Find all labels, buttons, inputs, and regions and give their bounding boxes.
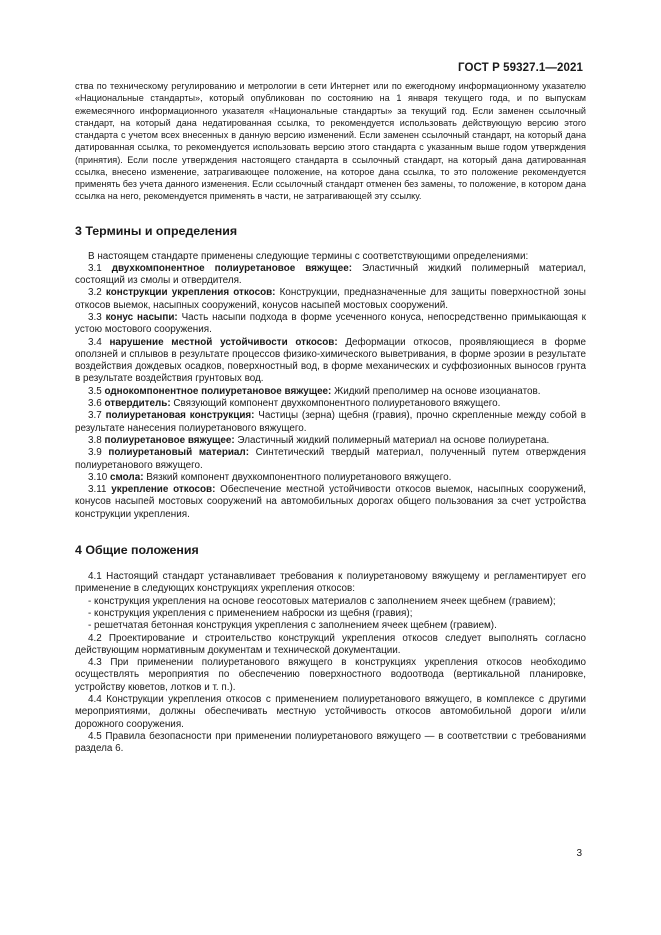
term-item bbox=[75, 398, 586, 410]
list-item: - решетчатая бетонная конструкция укрепления с заполнением ячеек щебнем (гравием). bbox=[88, 620, 497, 632]
document-header: ГОСТ Р 59327.1—2021 bbox=[458, 62, 583, 74]
term-name: смола: bbox=[109, 471, 144, 483]
term-number: 3.1 bbox=[88, 262, 102, 274]
term-name: полиуретановое вяжущее: bbox=[104, 434, 235, 446]
term-name: полиуретановая конструкция: bbox=[105, 410, 255, 422]
term-name: двухкомпонентное полиуретановое вяжущее: bbox=[111, 262, 353, 274]
term-definition: Связующий компонент двухкомпонентного полиуретанового вяжущего. bbox=[173, 398, 501, 410]
term-item bbox=[75, 386, 586, 398]
term-definition: Эластичный жидкий полимерный материал на основе полиуретана. bbox=[237, 434, 550, 446]
term-item bbox=[75, 337, 586, 386]
term-number: 3.3 bbox=[88, 311, 102, 323]
term-name: однокомпонентное полиуретановое вяжущее: bbox=[104, 385, 332, 397]
paragraph-4-4: 4.4 Конструкции укрепления откосов с применением полиуретанового вяжущего, в комплексе с другими мероприятиями, должны обеспечивать местную устойчивость откосов автомобильной дороги и/или дорожного сооружения. bbox=[75, 694, 586, 730]
term-number: 3.7 bbox=[88, 410, 102, 422]
term-item bbox=[75, 263, 586, 288]
section-4-title: 4 Общие положения bbox=[75, 543, 199, 558]
intro-paragraph: ства по техническому регулированию и метрологии в сети Интернет или по ежегодному информационному указателю «Национальные стандарты», который опубликован по состоянию на 1 января текущего года, и по выпускам ежемесячного информационного указателя «Национальные стандарты» за текущий год. Если заменен ссылочный стандарт, на который дана недатированная ссылка, то рекомендуется использовать действующую версию этого стандарта с учетом всех внесенных в данную версию изменений. Если заменен ссылочный стандарт, на который дана датированная ссылка, то рекомендуется использовать версию этого стандарта с указанным выше годом утверждения (принятия). Если после утверждения настоящего стандарта в ссылочный стандарт, на который дана датированная ссылка, внесено изменение, затрагивающее положение, на которое дана ссылка, то это положение рекомендуется применять без учета данного изменения. Если ссылочный стандарт отменен без замены, то положение, в котором дана ссылка на него, рекомендуется применять в части, не затрагивающей эту ссылку. bbox=[75, 81, 586, 202]
terms-list bbox=[75, 263, 586, 521]
term-definition: Синтетический твердый материал, полученный путем отверждения полиуретанового вяжущего. bbox=[75, 447, 586, 471]
term-number: 3.10 bbox=[88, 471, 108, 483]
term-number: 3.6 bbox=[88, 398, 102, 410]
term-name: конус насыпи: bbox=[105, 311, 178, 323]
paragraph-4-2: 4.2 Проектирование и строительство конструкций укрепления откосов следует выполнять согласно действующим нормативным документам и технической документации. bbox=[75, 632, 586, 656]
paragraph-4-3: 4.3 При применении полиуретанового вяжущего в конструкциях укрепления откосов необходимо осуществлять мероприятия по обеспечению поверхностного водоотвода (вертикальной планировке, устройству кюветов, лотков и т. п.). bbox=[75, 657, 586, 693]
term-item bbox=[75, 287, 586, 312]
list-item: - конструкция укрепления на основе геосотовых материалов с заполнением ячеек щебнем (гравием); bbox=[88, 595, 556, 607]
term-name: полиуретановый материал: bbox=[108, 447, 249, 459]
term-item bbox=[75, 447, 586, 472]
term-number: 3.8 bbox=[88, 434, 102, 446]
paragraph-4-1: 4.1 Настоящий стандарт устанавливает требования к полиуретановому вяжущему и регламентирует его применение в следующих конструкциях укрепления откосов: bbox=[75, 571, 586, 595]
term-item bbox=[75, 312, 586, 337]
term-item bbox=[75, 410, 586, 435]
term-number: 3.11 bbox=[88, 484, 107, 496]
term-name: конструкции укрепления откосов: bbox=[105, 287, 276, 299]
list-item: - конструкция укрепления с применением наброски из щебня (гравия); bbox=[88, 607, 413, 619]
term-name: отвердитель: bbox=[104, 398, 171, 410]
term-item bbox=[75, 472, 586, 484]
term-number: 3.5 bbox=[88, 385, 102, 397]
term-definition: Эластичный жидкий полимерный материал, состоящий из смолы и отвердителя. bbox=[75, 262, 587, 287]
paragraph-4-5: 4.5 Правила безопасности при применении полиуретанового вяжущего — в соответствии с требованиями раздела 6. bbox=[75, 730, 586, 755]
term-definition: Деформации откосов, проявляющиеся в форме оползней и сплывов в результате процессов физико-химического выветривания, в форме эрозии в результате воздействия дождевых осадков, поверхностный вод, в форме механических и суффозионных выносов грунта в результате воздействия грунтовых вод. bbox=[75, 336, 587, 385]
term-definition: Вязкий компонент двухкомпонентного полиуретанового вяжущего. bbox=[146, 471, 452, 483]
term-number: 3.4 bbox=[88, 336, 102, 348]
term-number: 3.9 bbox=[88, 447, 102, 459]
term-number: 3.2 bbox=[88, 287, 102, 299]
term-definition: Конструкции, предназначенные для защиты поверхностной зоны откосов выемок, насыпных сооружений, конусов насыпей мостовых сооружений. bbox=[75, 287, 586, 311]
term-item bbox=[75, 435, 586, 447]
section-3-title: 3 Термины и определения bbox=[75, 223, 238, 238]
term-name: укрепление откосов: bbox=[111, 484, 216, 496]
term-definition: Обеспечение местной устойчивости откосов выемок, насыпных сооружений, конусов насыпей мостовых сооружений на автомобильных дорогах общего пользования за счет устройства конструкции укрепления. bbox=[75, 484, 586, 520]
term-definition: Частицы (зерна) щебня (гравия), прочно скрепленные между собой в результате нанесения полиуретанового вяжущего. bbox=[75, 410, 587, 434]
term-definition: Жидкий преполимер на основе изоцианатов. bbox=[334, 385, 541, 397]
term-name: нарушение местной устойчивости откосов: bbox=[109, 336, 338, 348]
page-content bbox=[75, 80, 586, 755]
term-definition: Часть насыпи подхода в форме усеченного конуса, непосредственно примыкающая к устою мостового сооружения. bbox=[75, 311, 587, 336]
term-item bbox=[75, 484, 586, 521]
page-number: 3 bbox=[576, 848, 582, 859]
section-3-intro: В настоящем стандарте применены следующие термины с соответствующими определениями: bbox=[88, 250, 529, 262]
